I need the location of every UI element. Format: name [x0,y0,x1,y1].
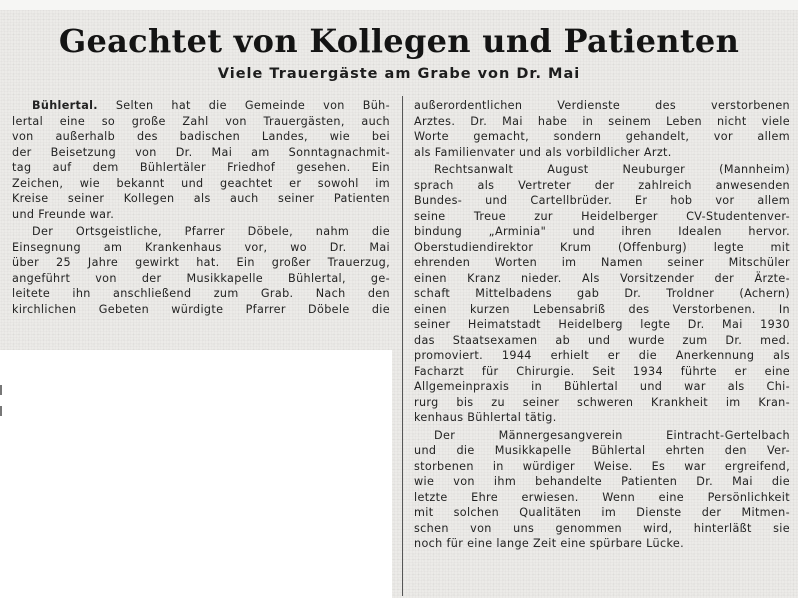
article-subheadline: Viele Trauergäste am Grabe von Dr. Mai [217,66,581,82]
text-line: schaft Mittelbadens gab Dr. Troldner (Achern) [414,287,790,300]
text-line: tag auf dem Bühlertäler Friedhof gesehen. Ein [12,161,390,174]
text-line: Allgemeinpraxis in Bühlertal und war als Chi- [414,380,790,393]
text-line: und Freunde war. [12,207,115,221]
text-line: als Familienvater und als vorbildlicher Arzt. [414,145,672,159]
paragraph-merits [414,98,790,160]
text-line: Bundes- und Cartellbrüder. Er hob vor allem [414,194,790,207]
text-line: Der Ortsgeistliche, Pfarrer Döbele, nahm die [32,225,390,238]
text-line: ehrenden Worten im Namen seiner Mitschüler [414,256,790,269]
text-line: rurg bis zu seiner schweren Krankheit im Kran- [414,395,790,409]
column-divider [402,96,403,596]
paragraph-opening [12,98,390,222]
text-line: über 25 Jahre gewirkt hat. Ein großer Trauerzug, [12,256,390,269]
text-line: kenhaus Bühlertal tätig. [414,411,557,424]
text-line: Einsegnung am Krankenhaus vor, wo Dr. Mai [12,240,390,254]
text-line: sprach als Vertreter der zahlreich anwesenden [414,178,790,192]
text-line: storbenen in würdiger Weise. Es war ergreifend, [414,459,790,473]
text-line: der Beisetzung von Dr. Mai am Sonntagnachmit- [12,145,390,159]
paragraph-eulogies [414,162,790,426]
text-line: Oberstudiendirektor Krum (Offenburg) legte mit [414,240,790,254]
text-line: kirchlichen Gebeten würdigte Pfarrer Döbele die [12,302,390,316]
text-line: Kreise seiner Kollegen als auch seiner Patienten [12,192,390,205]
dateline: Bühlertal. [32,99,98,112]
text-line: Facharzt für Chirurgie. Seit 1934 führte er eine [414,364,790,378]
text-line: lertal eine so große Zahl von Trauergästen, auch [12,114,390,128]
text-line: das Staatsexamen ab und wurde zum Dr. med. [414,333,790,347]
edge-mark [0,385,2,395]
text-line: leitete ihn anschließend zum Grab. Nach den [12,287,390,300]
text-line: Rechtsanwalt August Neuburger (Mannheim) [434,163,790,176]
text-line: Der Männergesangverein Eintracht-Gertelbach [434,428,790,442]
text-line: und die Musikkapelle Bühlertal ehrten den Ver- [414,444,790,457]
text-line: mit solchen Qualitäten im Dienste der Mitmen- [414,506,790,519]
text-line: Bühlertal. Selten hat die Gemeinde von Büh- [32,99,390,112]
text-line: Worte gemacht, sondern gehandelt, vor allem [414,130,790,143]
text-line: schen von uns genommen wird, hinterläßt sie [414,521,790,535]
right-column [414,98,790,552]
article-headline: Geachtet von Kollegen und Patienten [58,22,740,60]
text-line: Zeichen, wie bekannt und geachtet er sowohl im [12,176,390,190]
text-line: seiner Heimatstadt Heidelberg legte Dr. Mai 1930 [414,318,790,331]
text-line: seine Treue zur Heidelberger CV-Studentenver- [414,209,790,223]
paragraph-farewell [414,428,790,552]
text-line: von außerhalb des badischen Landes, wie bei [12,130,390,143]
paragraph-consecration [12,224,390,317]
text-line: einen kurzen Lebensabriß des Verstorbenen. In [414,302,790,316]
top-margin-strip [0,0,798,10]
text-line: einen Kranz nieder. Als Vorsitzender der Ärzte- [414,271,790,285]
text-line: angeführt von der Musikkapelle Bühlertal, ge- [12,271,390,285]
text-line: wie von ihm behandelte Patienten Dr. Mai die [414,475,790,488]
left-column [12,98,390,317]
blank-cutout-area [0,350,392,598]
text-line: promoviert. 1944 erhielt er die Anerkennung als [414,349,790,362]
text-line: noch für eine lange Zeit eine spürbare Lücke. [414,537,685,550]
text-line: letzte Ehre erwiesen. Wenn eine Persönlichkeit [414,490,790,504]
text-line: bindung „Arminia" und ihren Idealen hervor. [414,225,790,238]
text-line: Arztes. Dr. Mai habe in seinem Leben nicht viele [414,114,790,128]
edge-mark [0,406,2,416]
text-line: außerordentlichen Verdienste des verstorbenen [414,99,790,112]
